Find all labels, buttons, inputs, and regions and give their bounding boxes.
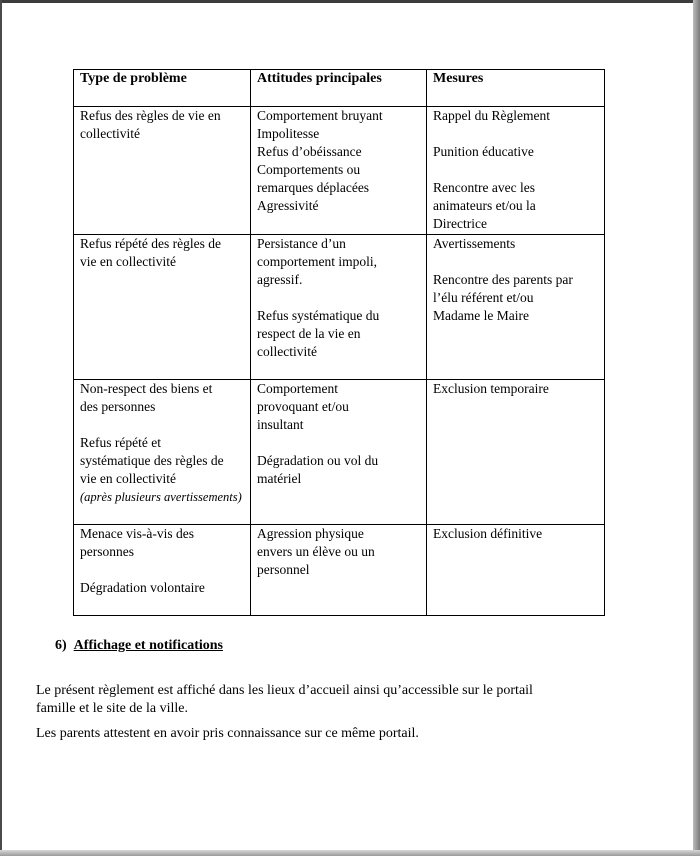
cell-line: Refus d’obéissance xyxy=(257,144,362,159)
cell-line: Non-respect des biens et xyxy=(80,381,213,396)
cell-line: Persistance d’un xyxy=(257,236,346,251)
frame-bottom-shadow xyxy=(0,850,700,856)
cell-type xyxy=(74,107,251,235)
cell-attitudes xyxy=(251,380,427,525)
cell-mesures xyxy=(427,380,605,525)
paragraph-line: Les parents attestent en avoir pris connaissance sur ce même portail. xyxy=(36,726,419,741)
cell-line: animateurs et/ou la xyxy=(433,198,536,213)
cell-attitudes xyxy=(251,107,427,235)
table-row xyxy=(74,107,605,235)
table-row xyxy=(74,380,605,525)
header-mesures: Mesures xyxy=(427,70,605,107)
cell-line: agressif. xyxy=(257,272,303,287)
cell-line: des personnes xyxy=(80,399,156,414)
cell-line: Avertissements xyxy=(433,236,516,251)
cell-attitudes xyxy=(251,235,427,380)
cell-line: remarques déplacées xyxy=(257,180,370,195)
cell-mesures xyxy=(427,235,605,380)
cell-line: Agression physique xyxy=(257,526,364,541)
cell-line: Refus répété et xyxy=(80,435,161,450)
cell-line: Exclusion définitive xyxy=(433,526,543,541)
cell-line: Madame le Maire xyxy=(433,308,529,323)
cell-line: Impolitesse xyxy=(257,126,320,141)
header-type-probleme: Type de problème xyxy=(74,70,251,107)
cell-attitudes xyxy=(251,525,427,616)
cell-line: vie en collectivité xyxy=(80,471,176,486)
cell-line: Agressivité xyxy=(257,198,319,213)
cell-line: respect de la vie en xyxy=(257,326,361,341)
cell-note: (après plusieurs avertissements) xyxy=(80,490,242,504)
cell-line: Refus systématique du xyxy=(257,308,380,323)
paragraph xyxy=(36,682,636,718)
cell-line: Menace vis-à-vis des xyxy=(80,526,194,541)
cell-type xyxy=(74,525,251,616)
cell-mesures xyxy=(427,107,605,235)
cell-line: collectivité xyxy=(80,126,140,141)
table-row xyxy=(74,525,605,616)
cell-line: provoquant et/ou xyxy=(257,399,349,414)
cell-line: matériel xyxy=(257,471,302,486)
cell-line: Dégradation volontaire xyxy=(80,580,205,595)
cell-line: collectivité xyxy=(257,344,317,359)
paragraph-line: famille et le site de la ville. xyxy=(36,701,188,716)
cell-line: Exclusion temporaire xyxy=(433,381,549,396)
cell-line: l’élu référent et/ou xyxy=(433,290,534,305)
paragraph xyxy=(36,725,636,743)
cell-line: Rappel du Règlement xyxy=(433,108,550,123)
cell-mesures xyxy=(427,525,605,616)
cell-line: Dégradation ou vol du xyxy=(257,453,379,468)
cell-line: personnel xyxy=(257,562,310,577)
cell-line: Rencontre avec les xyxy=(433,180,535,195)
cell-line: Comportement xyxy=(257,381,338,396)
header-attitudes: Attitudes principales xyxy=(251,70,427,107)
cell-line: Rencontre des parents par xyxy=(433,272,573,287)
frame-right-shadow xyxy=(693,0,700,856)
cell-line: personnes xyxy=(80,544,134,559)
section-number: 6) xyxy=(55,638,67,653)
cell-type xyxy=(74,380,251,525)
paragraph-line: Le présent règlement est affiché dans les lieux d’accueil ainsi qu’accessible sur le portail xyxy=(36,683,533,698)
cell-line: Comportements ou xyxy=(257,162,361,177)
section-heading xyxy=(55,637,223,655)
cell-line: Directrice xyxy=(433,216,487,231)
cell-line: envers un élève ou un xyxy=(257,544,375,559)
cell-line: Refus répété des règles de xyxy=(80,236,221,251)
cell-line: Refus des règles de vie en xyxy=(80,108,221,123)
section-title: Affichage et notifications xyxy=(73,638,223,653)
cell-line: insultant xyxy=(257,417,304,432)
table-row xyxy=(74,235,605,380)
cell-line: Comportement bruyant xyxy=(257,108,383,123)
cell-type xyxy=(74,235,251,380)
cell-line: comportement impoli, xyxy=(257,254,377,269)
table-header-row xyxy=(74,70,605,107)
sanctions-table xyxy=(73,69,605,616)
cell-line: vie en collectivité xyxy=(80,254,176,269)
cell-line: Punition éducative xyxy=(433,144,534,159)
cell-line: systématique des règles de xyxy=(80,453,224,468)
